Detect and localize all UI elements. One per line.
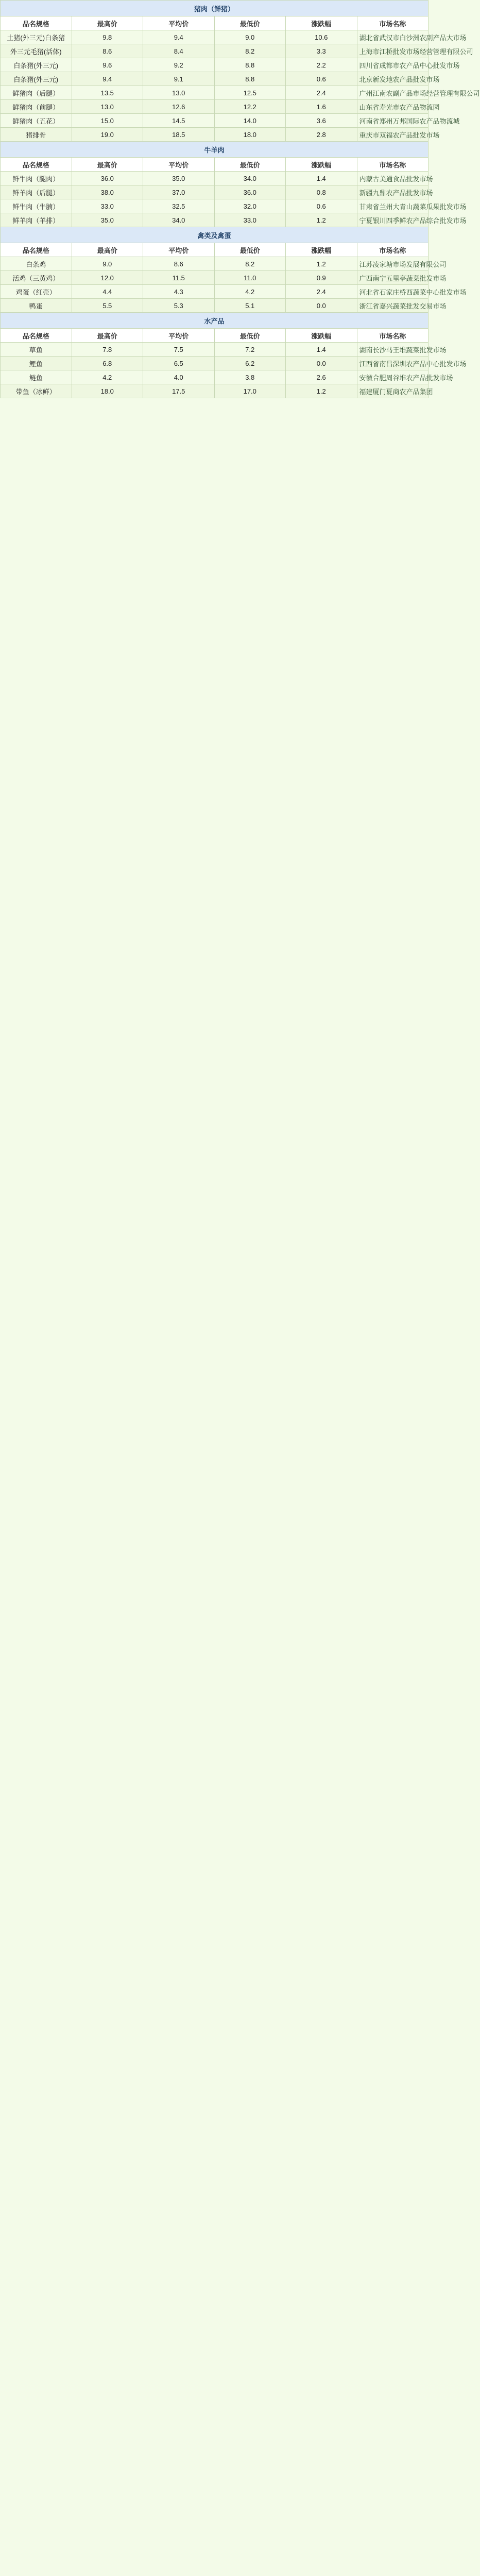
header-cell: 最高价 [72, 243, 143, 257]
table-cell: 鲜猪肉（五花） [1, 114, 72, 128]
table-cell: 广西南宁五里亭蔬菜批发市场 [357, 271, 428, 285]
table-cell: 鲜牛肉（腿肉） [1, 172, 72, 185]
table-cell: 0.0 [286, 357, 357, 370]
header-cell: 最低价 [214, 243, 286, 257]
table-row [1, 172, 428, 185]
table-cell: 8.8 [214, 72, 286, 86]
table-cell: 9.4 [143, 30, 215, 44]
header-cell: 最低价 [214, 158, 286, 172]
table-cell: 6.2 [214, 357, 286, 370]
section-title-row [1, 227, 428, 243]
table-cell: 13.0 [72, 100, 143, 114]
table-cell: 鲜羊肉（后腿） [1, 185, 72, 199]
table-cell: 1.6 [286, 100, 357, 114]
table-row [1, 100, 428, 114]
table-cell: 9.4 [72, 72, 143, 86]
table-cell: 13.0 [143, 86, 215, 100]
table-cell: 鲜猪肉（前腿） [1, 100, 72, 114]
table-cell: 0.9 [286, 271, 357, 285]
header-cell: 品名规格 [1, 329, 72, 343]
header-cell: 最低价 [214, 16, 286, 30]
table-cell: 18.0 [72, 384, 143, 398]
table-cell: 19.0 [72, 128, 143, 142]
table-cell: 北京新发地农产品批发市场 [357, 72, 428, 86]
section-title-row [1, 313, 428, 329]
header-cell: 市场名称 [357, 158, 428, 172]
table-row [1, 213, 428, 227]
table-cell: 4.0 [143, 370, 215, 384]
table-cell: 3.8 [214, 370, 286, 384]
table-cell: 鲤鱼 [1, 357, 72, 370]
header-cell: 品名规格 [1, 158, 72, 172]
table-cell: 江苏凌家塘市场发展有限公司 [357, 257, 428, 271]
table-cell: 32.0 [214, 199, 286, 213]
table-cell: 河南省郑州万邦国际农产品物流城 [357, 114, 428, 128]
table-cell: 17.0 [214, 384, 286, 398]
table-cell: 5.1 [214, 299, 286, 313]
table-cell: 5.5 [72, 299, 143, 313]
header-cell: 平均价 [143, 158, 215, 172]
table-cell: 35.0 [72, 213, 143, 227]
table-cell: 重庆市双福农产品批发市场 [357, 128, 428, 142]
header-cell: 最高价 [72, 16, 143, 30]
header-cell: 涨跌幅 [286, 16, 357, 30]
header-cell: 平均价 [143, 243, 215, 257]
table-cell: 8.2 [214, 44, 286, 58]
table-cell: 8.2 [214, 257, 286, 271]
table-cell: 猪排骨 [1, 128, 72, 142]
price-list-page [0, 0, 480, 398]
table-cell: 鲜猪肉（后腿） [1, 86, 72, 100]
table-cell: 白条猪(外三元) [1, 58, 72, 72]
table-cell: 38.0 [72, 185, 143, 199]
table-cell: 新疆九鼎农产品批发市场 [357, 185, 428, 199]
table-cell: 2.8 [286, 128, 357, 142]
table-row [1, 44, 428, 58]
table-row [1, 271, 428, 285]
table-row [1, 370, 428, 384]
section-title: 禽类及禽蛋 [1, 227, 428, 243]
header-cell: 涨跌幅 [286, 243, 357, 257]
table-row [1, 384, 428, 398]
table-cell: 8.4 [143, 44, 215, 58]
table-cell: 湖南长沙马王堆蔬菜批发市场 [357, 343, 428, 357]
section-title-row [1, 1, 428, 16]
table-cell: 10.6 [286, 30, 357, 44]
table-cell: 36.0 [214, 185, 286, 199]
table-cell: 广州江南农副产品市场经营管理有限公司 [357, 86, 428, 100]
table-cell: 4.2 [72, 370, 143, 384]
table-cell: 6.5 [143, 357, 215, 370]
table-row [1, 199, 428, 213]
table-cell: 35.0 [143, 172, 215, 185]
table-cell: 外三元毛猪(活体) [1, 44, 72, 58]
table-cell: 7.5 [143, 343, 215, 357]
table-row [1, 30, 428, 44]
header-cell: 最高价 [72, 329, 143, 343]
table-row [1, 128, 428, 142]
table-cell: 17.5 [143, 384, 215, 398]
section-title-row [1, 142, 428, 158]
table-cell: 9.2 [143, 58, 215, 72]
table-cell: 9.6 [72, 58, 143, 72]
table-cell: 山东省寿光市农产品物流园 [357, 100, 428, 114]
table-cell: 福建厦门夏商农产品集团 [357, 384, 428, 398]
table-cell: 江西省南昌深圳农产品中心批发市场 [357, 357, 428, 370]
table-cell: 鲜牛肉（牛腩） [1, 199, 72, 213]
table-cell: 带鱼（冰鲜） [1, 384, 72, 398]
table-cell: 2.4 [286, 285, 357, 299]
table-row [1, 299, 428, 313]
table-cell: 1.2 [286, 384, 357, 398]
table-cell: 12.5 [214, 86, 286, 100]
table-cell: 9.0 [214, 30, 286, 44]
table-cell: 14.0 [214, 114, 286, 128]
table-cell: 13.5 [72, 86, 143, 100]
table-cell: 活鸡（三黄鸡） [1, 271, 72, 285]
table-cell: 上海市江桥批发市场经营管理有限公司 [357, 44, 428, 58]
section-title: 水产品 [1, 313, 428, 329]
table-cell: 1.2 [286, 213, 357, 227]
table-cell: 内蒙古美通食品批发市场 [357, 172, 428, 185]
table-cell: 鸡蛋（红壳） [1, 285, 72, 299]
header-row [1, 243, 428, 257]
table-cell: 7.2 [214, 343, 286, 357]
header-cell: 涨跌幅 [286, 158, 357, 172]
table-cell: 2.6 [286, 370, 357, 384]
table-cell: 4.3 [143, 285, 215, 299]
table-cell: 34.0 [214, 172, 286, 185]
section-title: 猪肉（鲜猪） [1, 1, 428, 16]
table-cell: 34.0 [143, 213, 215, 227]
table-cell: 9.1 [143, 72, 215, 86]
table-cell: 4.2 [214, 285, 286, 299]
header-cell: 最高价 [72, 158, 143, 172]
header-cell: 涨跌幅 [286, 329, 357, 343]
header-cell: 品名规格 [1, 243, 72, 257]
table-row [1, 72, 428, 86]
table-cell: 14.5 [143, 114, 215, 128]
table-cell: 白条猪(外三元) [1, 72, 72, 86]
table-row [1, 285, 428, 299]
table-cell: 鲢鱼 [1, 370, 72, 384]
price-table-body [1, 1, 480, 398]
table-cell: 鸭蛋 [1, 299, 72, 313]
table-cell: 12.2 [214, 100, 286, 114]
table-cell: 9.0 [72, 257, 143, 271]
table-cell: 8.6 [143, 257, 215, 271]
header-cell: 平均价 [143, 329, 215, 343]
table-cell: 37.0 [143, 185, 215, 199]
table-cell: 9.8 [72, 30, 143, 44]
table-row [1, 357, 428, 370]
table-cell: 11.5 [143, 271, 215, 285]
header-cell: 最低价 [214, 329, 286, 343]
header-row [1, 329, 428, 343]
table-cell: 土猪(外三元)白条猪 [1, 30, 72, 44]
table-cell: 33.0 [214, 213, 286, 227]
header-cell: 市场名称 [357, 16, 428, 30]
table-cell: 8.6 [72, 44, 143, 58]
table-cell: 2.2 [286, 58, 357, 72]
table-row [1, 86, 428, 100]
table-cell: 2.4 [286, 86, 357, 100]
header-row [1, 158, 428, 172]
header-cell: 平均价 [143, 16, 215, 30]
table-cell: 1.4 [286, 343, 357, 357]
table-cell: 12.0 [72, 271, 143, 285]
table-cell: 18.5 [143, 128, 215, 142]
table-row [1, 58, 428, 72]
header-cell: 品名规格 [1, 16, 72, 30]
table-cell: 33.0 [72, 199, 143, 213]
header-cell: 市场名称 [357, 329, 428, 343]
table-cell: 浙江省嘉兴蔬菜批发交易市场 [357, 299, 428, 313]
table-cell: 1.4 [286, 172, 357, 185]
table-cell: 7.8 [72, 343, 143, 357]
table-cell: 3.3 [286, 44, 357, 58]
table-cell: 四川省成都市农产品中心批发市场 [357, 58, 428, 72]
table-cell: 草鱼 [1, 343, 72, 357]
table-cell: 36.0 [72, 172, 143, 185]
section-title: 牛羊肉 [1, 142, 428, 158]
table-cell: 18.0 [214, 128, 286, 142]
table-cell: 12.6 [143, 100, 215, 114]
table-cell: 32.5 [143, 199, 215, 213]
header-row [1, 16, 428, 30]
table-cell: 0.6 [286, 199, 357, 213]
table-cell: 甘肃省兰州大青山蔬菜瓜果批发市场 [357, 199, 428, 213]
table-cell: 11.0 [214, 271, 286, 285]
table-row [1, 185, 428, 199]
table-row [1, 114, 428, 128]
table-cell: 4.4 [72, 285, 143, 299]
table-cell: 8.8 [214, 58, 286, 72]
table-row [1, 257, 428, 271]
header-cell: 市场名称 [357, 243, 428, 257]
table-cell: 河北省石家庄桥西蔬菜中心批发市场 [357, 285, 428, 299]
table-cell: 宁夏银川四季鲜农产品综合批发市场 [357, 213, 428, 227]
table-cell: 5.3 [143, 299, 215, 313]
table-cell: 湖北省武汉市白沙洲农副产品大市场 [357, 30, 428, 44]
table-cell: 1.2 [286, 257, 357, 271]
table-cell: 安徽合肥周谷堆农产品批发市场 [357, 370, 428, 384]
price-table [0, 0, 480, 398]
table-cell: 3.6 [286, 114, 357, 128]
table-cell: 0.0 [286, 299, 357, 313]
table-cell: 0.8 [286, 185, 357, 199]
table-cell: 0.6 [286, 72, 357, 86]
table-row [1, 343, 428, 357]
table-cell: 6.8 [72, 357, 143, 370]
table-cell: 15.0 [72, 114, 143, 128]
table-cell: 鲜羊肉（羊排） [1, 213, 72, 227]
table-cell: 白条鸡 [1, 257, 72, 271]
